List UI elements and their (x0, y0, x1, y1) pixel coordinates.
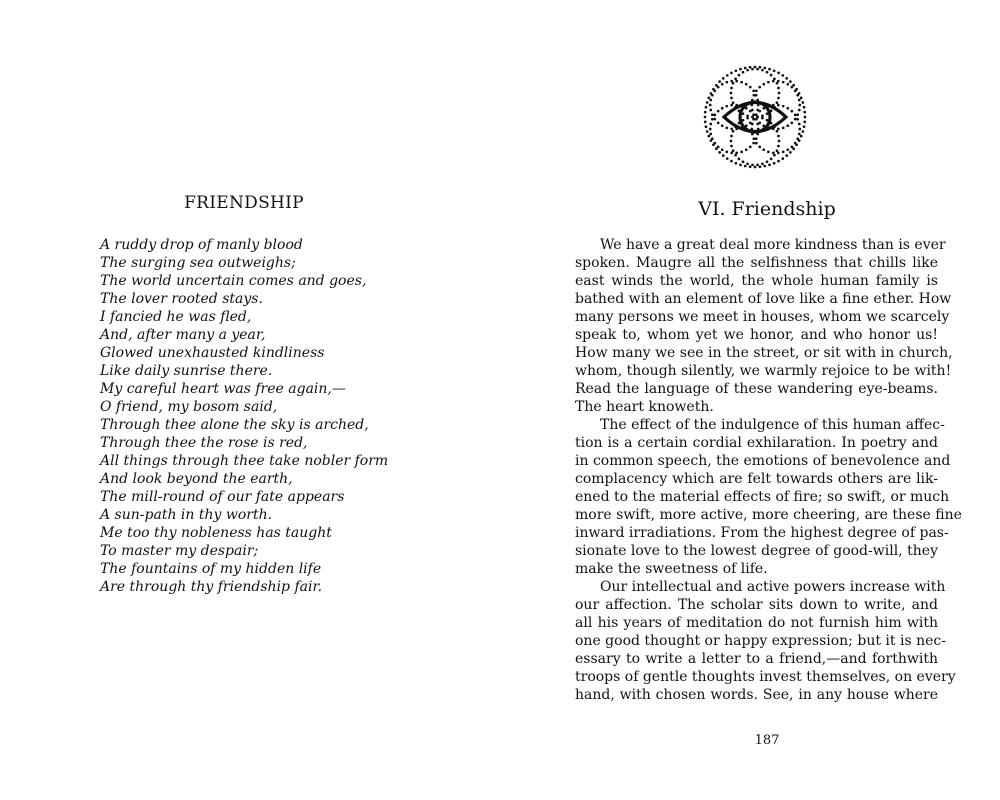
poem-line: To master my despair; (100, 543, 259, 559)
prose-line: How many we see in the street, or sit with in church, (575, 345, 953, 361)
poem (100, 236, 430, 596)
poem-line: Through thee alone the sky is arched, (100, 417, 369, 433)
prose-line: our affection. The scholar sits down to write, and (575, 597, 938, 613)
eye-emblem-icon (702, 64, 808, 170)
poem-line: And, after many a year, (100, 327, 266, 343)
prose-line: essary to write a letter to a friend,—and forthwith (575, 651, 938, 667)
page-number: 187 (754, 733, 780, 748)
prose-line: make the sweetness of life. (575, 561, 768, 577)
prose-line: more swift, more active, more cheering, are these fine (575, 507, 962, 523)
right-page (500, 0, 1000, 800)
poem-line: O friend, my bosom said, (100, 399, 278, 415)
prose-line: Our intellectual and active powers increase with (600, 579, 946, 595)
prose-line: east winds the world, the whole human family is (575, 273, 938, 289)
poem-title: FRIENDSHIP (184, 193, 304, 213)
chapter-title: VI. Friendship (698, 198, 836, 220)
poem-line: My careful heart was free again,— (100, 381, 346, 397)
prose-line: The effect of the indulgence of this human affec- (600, 417, 945, 433)
poem-line: Glowed unexhausted kindliness (100, 345, 325, 361)
prose-line: ened to the material effects of fire; so swift, or much (575, 489, 950, 505)
poem-line: Through thee the rose is red, (100, 435, 308, 451)
poem-line: Me too thy nobleness has taught (100, 525, 332, 541)
poem-line: A ruddy drop of manly blood (100, 237, 303, 253)
poem-line: The lover rooted stays. (100, 291, 263, 307)
poem-line: The surging sea outweighs; (100, 255, 296, 271)
poem-line: The world uncertain comes and goes, (100, 273, 367, 289)
poem-line: All things through thee take nobler form (100, 453, 389, 469)
poem-line: Are through thy friendship fair. (100, 579, 323, 595)
prose-line: bathed with an element of love like a fine ether. How (575, 291, 952, 307)
prose-line: spoken. Maugre all the selfishness that chills like (575, 255, 938, 271)
prose-line: troops of gentle thoughts invest themselves, on every (575, 669, 956, 685)
prose-line: whom, though silently, we warmly rejoice to be with! (575, 363, 952, 379)
poem-line: The mill-round of our fate appears (100, 489, 345, 505)
prose-line: all his years of meditation do not furnish him with (575, 615, 938, 631)
eye-iris (740, 102, 770, 132)
prose-line: sionate love to the lowest degree of good-will, they (575, 543, 938, 559)
prose-line: tion is a certain cordial exhilaration. In poetry and (575, 435, 938, 451)
prose-line: complacency which are felt towards others are lik- (575, 471, 938, 487)
prose-line: The heart knoweth. (575, 399, 714, 415)
prose-line: Read the language of these wandering eye-beams. (575, 381, 938, 397)
poem-line: And look beyond the earth, (100, 471, 293, 487)
prose-line: one good thought or happy expression; but it is nec- (575, 633, 946, 649)
chapter-body (575, 236, 962, 704)
prose-line: many persons we meet in houses, whom we scarcely (575, 309, 950, 325)
poem-line: A sun-path in thy worth. (100, 507, 273, 523)
poem-line: I fancied he was fled, (100, 309, 252, 325)
prose-line: in common speech, the emotions of benevolence and (575, 453, 951, 469)
poem-line: The fountains of my hidden life (100, 561, 322, 577)
poem-line: Like daily sunrise there. (100, 363, 273, 379)
prose-line: hand, with chosen words. See, in any house where (575, 687, 938, 703)
prose-line: speak to, whom yet we honor, and who honor us! (575, 327, 938, 343)
eye-outline (724, 103, 786, 132)
prose-line: We have a great deal more kindness than is ever (600, 237, 946, 253)
prose-line: inward irradiations. From the highest degree of pas- (575, 525, 949, 541)
